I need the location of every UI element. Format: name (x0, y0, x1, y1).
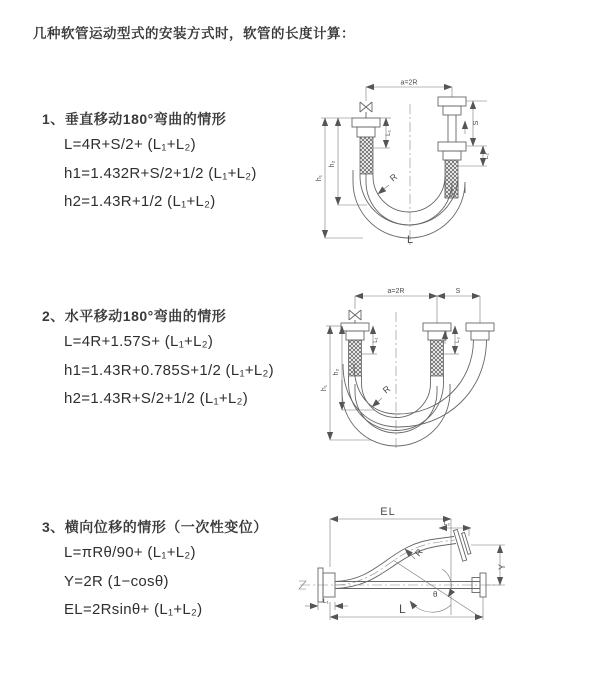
formula-line: L=4R+S/2+ (L₁+L₂) (64, 136, 196, 153)
formula-line: EL=2Rsinθ+ (L₁+L₂) (64, 601, 203, 618)
hose-straight (300, 582, 500, 589)
formula-line: L=4R+1.57S+ (L₁+L₂) (64, 333, 214, 350)
dim-label-r: R (387, 171, 400, 184)
dim-label-l1: L₁ (385, 130, 392, 136)
formula-line: h2=1.43R+S/2+1/2 (L₁+L₂) (64, 390, 249, 407)
tilted-flange (453, 528, 472, 562)
right-flange-shifted (466, 323, 494, 340)
dim-label-l1: L₁ (323, 598, 329, 605)
dim-label-l: L (407, 234, 414, 246)
section-2-heading: 2、水平移动180°弯曲的情形 (42, 308, 227, 324)
braided-section (431, 340, 444, 376)
dim-label-a2r: a=2R (400, 79, 418, 87)
diagram-lateral-displacement (293, 505, 600, 645)
formula-line: Y=2R (1−cosθ) (64, 572, 169, 590)
dim-label-h2: h₂ (329, 160, 336, 168)
dim-label-el: EL (380, 506, 396, 518)
section-1-heading: 1、垂直移动180°弯曲的情形 (42, 111, 227, 127)
hose-s-curve (335, 537, 456, 589)
dim-label-a2r: a=2R (387, 288, 405, 295)
dim-label-l2: L₂ (483, 152, 490, 160)
left-flange (352, 118, 380, 137)
dim-label-l1: L₁ (373, 337, 379, 343)
dim-label-l2: L₂ (455, 337, 461, 343)
hose-u-curves (342, 340, 487, 446)
dim-label-r: R (412, 546, 425, 559)
dim-label-s: S (471, 120, 480, 126)
formula-line: h2=1.43R+1/2 (L₁+L₂) (64, 193, 216, 210)
dim-label-h1: h₁ (316, 174, 323, 182)
formula-line: h1=1.43R+0.785S+1/2 (L₁+L₂) (64, 361, 274, 379)
dim-label-y: Y (497, 563, 507, 571)
right-lower-flange (438, 142, 466, 160)
section-3-heading: 3、横向位移的情形（一次性变位） (42, 519, 268, 535)
left-flange (341, 323, 369, 340)
braided-section (360, 137, 373, 174)
valve-icon (360, 102, 372, 118)
middle-flange (423, 323, 451, 340)
diagram-horizontal-180-bend (316, 288, 588, 458)
dim-label-l2: L₂ (443, 520, 451, 527)
dim-label-h2: h₂ (333, 368, 340, 376)
section-3-formulas (64, 539, 202, 625)
valve-icon (349, 310, 361, 323)
braided-section (349, 340, 362, 376)
diagram-vertical-180-bend (305, 78, 595, 253)
dim-label-l: L (399, 602, 406, 616)
right-upper-flange (438, 97, 466, 115)
dim-label-s: S (455, 288, 461, 295)
section-2-formulas (64, 328, 274, 414)
braided-section (445, 160, 458, 198)
page-title: 几种软管运动型式的安装方式时，软管的长度计算： (33, 26, 355, 41)
formula-line: L=πRθ/90+ (L₁+L₂) (64, 544, 196, 561)
section-1-formulas (64, 131, 257, 217)
dim-label-theta: θ (433, 590, 438, 599)
dim-label-h1: h₁ (321, 384, 328, 392)
dim-label-r: R (380, 383, 393, 396)
formula-line: h1=1.432R+S/2+1/2 (L₁+L₂) (64, 164, 257, 182)
